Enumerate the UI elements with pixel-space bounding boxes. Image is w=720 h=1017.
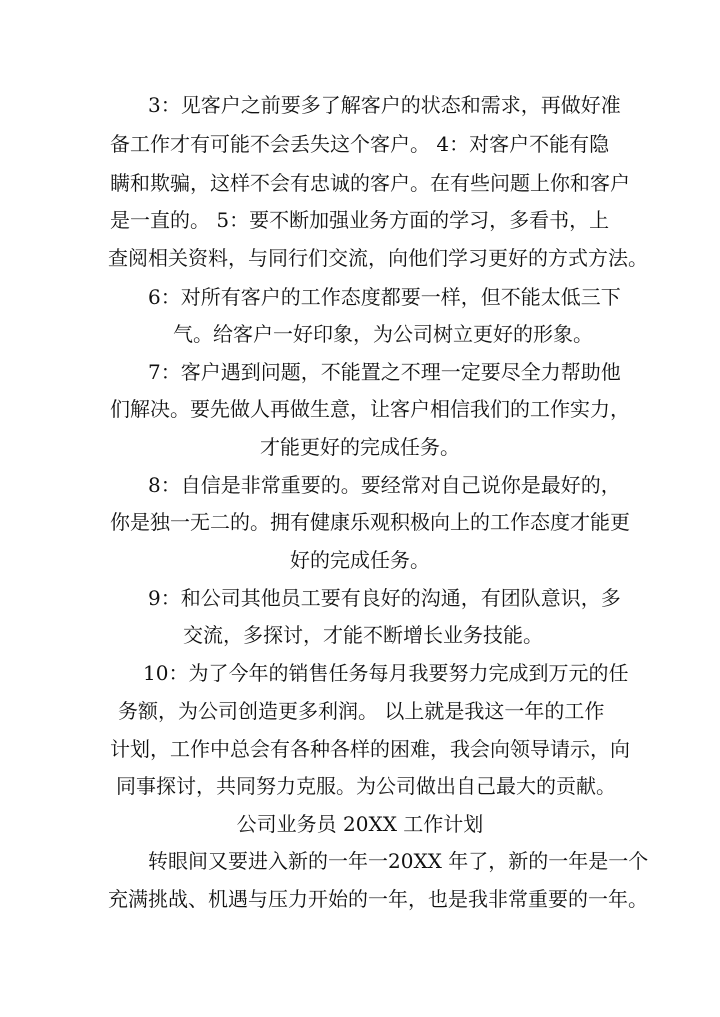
text-line: 瞒和欺骗，这样不会有忠诚的客户。在有些问题上你和客户 (110, 171, 630, 195)
text-line: 备工作才有可能不会丢失这个客户。 4：对客户不能有隐 (110, 132, 610, 156)
text-line: 气。给客户一好印象，为公司树立更好的形象。 (173, 322, 593, 346)
text-line: 务额，为公司创造更多利润。 以上就是我这一年的工作 (118, 699, 605, 723)
text-line: 同事探讨，共同努力克服。为公司做出自己最大的贡献。 (116, 774, 616, 798)
text-line: 9：和公司其他员工要有良好的沟通，有团队意识，多 (148, 586, 621, 610)
text-line: 好的完成任务。 (290, 548, 430, 572)
text-line: 8：自信是非常重要的。要经常对自己说你是最好的， (148, 473, 621, 497)
text-line: 7：客户遇到问题，不能置之不理一定要尽全力帮助他 (148, 360, 621, 384)
text-line: 6：对所有客户的工作态度都要一样，但不能太低三下 (148, 285, 621, 309)
text-line: 查阅相关资料，与同行们交流，向他们学习更好的方式方法。 (108, 246, 648, 270)
section-title: 公司业务员 20XX 工作计划 (236, 812, 484, 836)
text-line: 充满挑战、机遇与压力开始的一年，也是我非常重要的一年。 (108, 887, 648, 911)
text-line: 转眼间又要进入新的一年一20XX 年了，新的一年是一个 (148, 849, 649, 873)
text-line: 计划，工作中总会有各种各样的困难，我会向领导请示，向 (110, 737, 630, 761)
text-line: 是一直的。 5：要不断加强业务方面的学习，多看书，上 (110, 208, 610, 232)
text-line: 才能更好的完成任务。 (260, 435, 460, 459)
text-line: 10：为了今年的销售任务每月我要努力完成到万元的任 (143, 661, 629, 685)
text-line: 3：见客户之前要多了解客户的状态和需求，再做好准 (148, 93, 621, 117)
text-line: 交流，多探讨，才能不断增长业务技能。 (183, 623, 543, 647)
text-line: 们解决。要先做人再做生意，让客户相信我们的工作实力， (110, 397, 630, 421)
text-line: 你是独一无二的。拥有健康乐观积极向上的工作态度才能更 (110, 510, 630, 534)
